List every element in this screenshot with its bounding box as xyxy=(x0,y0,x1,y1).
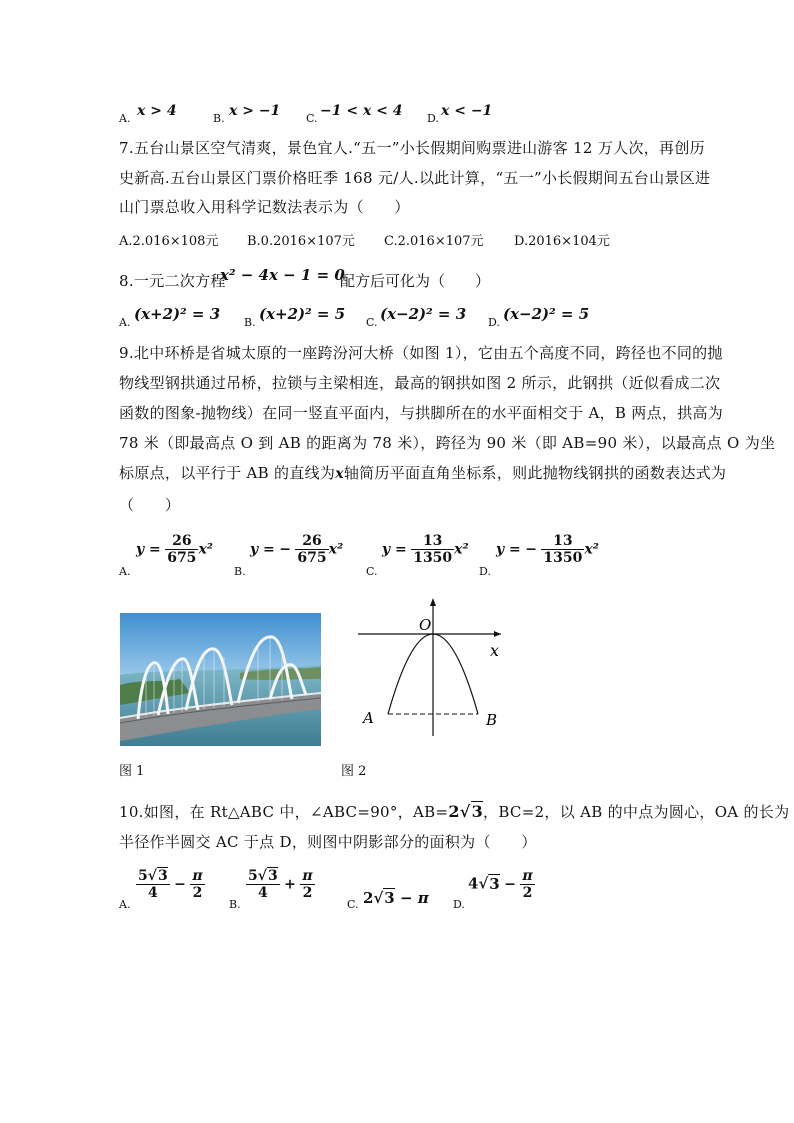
q6-option-b-label: B. xyxy=(213,112,225,125)
q9-option-a-label: A. xyxy=(119,565,131,578)
q7-line-2: 史新高.五台山景区门票价格旺季 168 元/人.以此计算，“五一”小长假期间五台山景区进 xyxy=(119,169,711,187)
q9-line-1: 9.北中环桥是省城太原的一座跨汾河大桥（如图 1），它由五个高度不同，跨径也不同的抛 xyxy=(119,344,723,362)
q10-line-1a: 10.如图，在 Rt△ABC 中，∠ABC=90°，AB= xyxy=(119,803,449,821)
q9-d-lhs: y = xyxy=(496,541,521,558)
q10-d-rad: 3 xyxy=(489,874,500,893)
figure-2-caption: 图 2 xyxy=(341,764,367,779)
bridge-photo xyxy=(120,613,321,746)
q9-c-var: x² xyxy=(454,541,469,558)
q6-option-c-label: C. xyxy=(306,112,318,125)
q6-option-d: x < −1 xyxy=(441,103,493,119)
point-a-label: A xyxy=(363,709,374,727)
q10-b-pi: π xyxy=(302,868,313,884)
q9-line-2: 物线型钢拱通过吊桥，拉锁与主梁相连，最高的钢拱如图 2 所示，此钢拱（近似看成二次 xyxy=(119,374,721,392)
q9-option-d-label: D. xyxy=(479,565,491,578)
q10-d-op: − xyxy=(504,876,516,893)
q10-c-pi: π xyxy=(417,889,429,907)
figure-1-caption: 图 1 xyxy=(119,764,145,779)
q10-b-frac1: $\frac{5√3}{4}$ xyxy=(248,868,278,901)
q9-c-num: 13 xyxy=(411,533,454,550)
q10-b-rad: 3 xyxy=(267,868,278,884)
q9-line-3: 函数的图象-抛物线）在同一竖直平面内，与拱脚所在的水平面相交于 A，B 两点，拱高为 xyxy=(119,404,724,422)
q9-option-c-label: C. xyxy=(366,565,378,578)
q9-d-fraction xyxy=(541,533,584,566)
q10-a-den: 4 xyxy=(147,885,158,901)
q7-option-d: D.2016×104元 xyxy=(514,234,610,249)
q9-a-var: x² xyxy=(198,541,213,558)
q6-option-d-label: D. xyxy=(427,112,439,125)
q10-option-c-label: C. xyxy=(347,898,359,911)
q10-b-coef: 5 xyxy=(248,868,258,884)
q6-option-c: −1 < x < 4 xyxy=(320,103,403,119)
q8-option-c-label: C. xyxy=(366,316,378,329)
q9-c-den: 1350 xyxy=(413,550,453,566)
q10-a-rad: 3 xyxy=(157,868,168,884)
q10-line-1 xyxy=(119,801,789,822)
q9-b-fraction xyxy=(295,533,328,566)
q8-option-a: (x+2)² = 3 xyxy=(134,305,221,323)
q10-b-frac2 xyxy=(300,868,314,901)
q10-option-b xyxy=(246,868,315,901)
q10-a-coef: 5 xyxy=(138,868,148,884)
q9-line-5x: x xyxy=(335,466,344,482)
q10-option-d-label: D. xyxy=(453,898,465,911)
q10-a-pi: π xyxy=(192,868,203,884)
q9-c-fraction xyxy=(411,533,454,566)
q10-option-c: 2√3 − π xyxy=(363,889,429,907)
q10-c-rad: 3 xyxy=(384,889,395,907)
q8-option-b-label: B. xyxy=(244,316,256,329)
q9-option-b xyxy=(250,533,343,566)
q10-b-pi-den: 2 xyxy=(302,885,313,901)
q10-option-d: 4√3 − $\frac{\pi}{2}$ xyxy=(468,868,533,901)
q10-ab-value: 2√3 xyxy=(448,802,484,821)
q8-option-c: (x−2)² = 3 xyxy=(380,305,467,323)
q10-c-op: − xyxy=(399,889,413,907)
q8-option-d: (x−2)² = 5 xyxy=(503,305,590,323)
q7-line-1: 7.五台山景区空气清爽，景色宜人.“五一”小长假期间购票进山游客 12 万人次，再创历 xyxy=(119,139,705,157)
q9-b-num: 26 xyxy=(295,533,328,550)
x-axis-label: x xyxy=(490,641,500,660)
q8-option-b: (x+2)² = 5 xyxy=(259,305,346,323)
q8-option-a-label: A. xyxy=(119,316,131,329)
q9-option-c xyxy=(382,533,469,566)
q9-line-4: 78 米（即最高点 O 到 AB 的距离为 78 米），跨径为 90 米（即 AB=90 米），以最高点 O 为坐 xyxy=(119,434,776,452)
q9-a-fraction xyxy=(165,533,198,566)
q10-ab-coef: 2 xyxy=(448,802,460,821)
q10-d-coef: 4 xyxy=(468,874,479,893)
y-axis-arrow xyxy=(430,598,436,606)
q10-option-a xyxy=(136,868,205,901)
q7-option-a: A.2.016×108元 xyxy=(119,234,219,249)
q8-prefix: 8.一元二次方程 xyxy=(119,272,226,290)
parabola-figure xyxy=(355,596,505,736)
q9-c-lhs: y = xyxy=(382,541,407,558)
q10-a-frac2 xyxy=(190,868,204,901)
q10-d-pi-den: 2 xyxy=(522,885,533,901)
q9-line-6: （ ） xyxy=(119,496,181,514)
q6-option-a-label: A. xyxy=(119,112,131,125)
point-b-label: B xyxy=(486,711,498,729)
q9-b-var: x² xyxy=(328,541,344,558)
q9-a-num: 26 xyxy=(165,533,198,550)
q10-b-den: 4 xyxy=(257,885,268,901)
bridge-photo-illustration xyxy=(120,613,321,746)
q10-d-pi: π xyxy=(522,868,533,884)
q7-option-c: C.2.016×107元 xyxy=(384,234,484,249)
origin-label: O xyxy=(419,616,432,634)
q9-option-d xyxy=(496,533,599,566)
q8-equation: x² − 4x − 1 = 0 xyxy=(220,266,345,284)
q10-d-frac xyxy=(520,868,534,901)
q6-option-b: x > −1 xyxy=(229,103,281,119)
q7-option-b: B.0.2016×107元 xyxy=(247,234,355,249)
q10-a-frac1: $\frac{5√3}{4}$ xyxy=(138,868,168,901)
q9-option-a xyxy=(136,533,213,566)
q9-a-den: 675 xyxy=(167,550,197,566)
q9-line-5 xyxy=(119,462,726,483)
q10-option-b-label: B. xyxy=(229,898,241,911)
q8-suffix: 配方后可化为（ ） xyxy=(340,272,491,290)
q10-a-op: − xyxy=(174,876,186,893)
x-axis-arrow xyxy=(494,631,501,637)
q9-b-lhs: y = xyxy=(250,541,275,558)
q9-d-sign: − xyxy=(525,541,537,558)
q9-a-lhs: y = xyxy=(136,541,161,558)
q9-d-den: 1350 xyxy=(543,550,583,566)
q9-b-sign: − xyxy=(279,541,291,558)
q9-b-den: 675 xyxy=(297,550,327,566)
q9-option-b-label: B. xyxy=(234,565,246,578)
q6-option-a: x > 4 xyxy=(137,103,177,119)
q9-line-5a: 标原点，以平行于 AB 的直线为 xyxy=(119,464,336,482)
q10-c-coef: 2 xyxy=(363,889,374,907)
q9-d-var: x² xyxy=(584,541,599,558)
q10-option-a-label: A. xyxy=(119,898,131,911)
q10-b-op: + xyxy=(284,876,296,893)
q10-a-pi-den: 2 xyxy=(192,885,203,901)
q9-line-5b: 轴简历平面直角坐标系，则此抛物线钢拱的函数表达式为 xyxy=(343,464,727,482)
q10-line-1b: ，BC=2，以 AB 的中点为圆心，OA 的长为 xyxy=(483,803,790,821)
q9-d-num: 13 xyxy=(541,533,584,550)
q10-ab-rad: 3 xyxy=(471,802,484,821)
q8-option-d-label: D. xyxy=(488,316,500,329)
q7-line-3: 山门票总收入用科学记数法表示为（ ） xyxy=(119,198,410,216)
q10-line-2: 半径作半圆交 AC 于点 D，则图中阴影部分的面积为（ ） xyxy=(119,833,537,851)
